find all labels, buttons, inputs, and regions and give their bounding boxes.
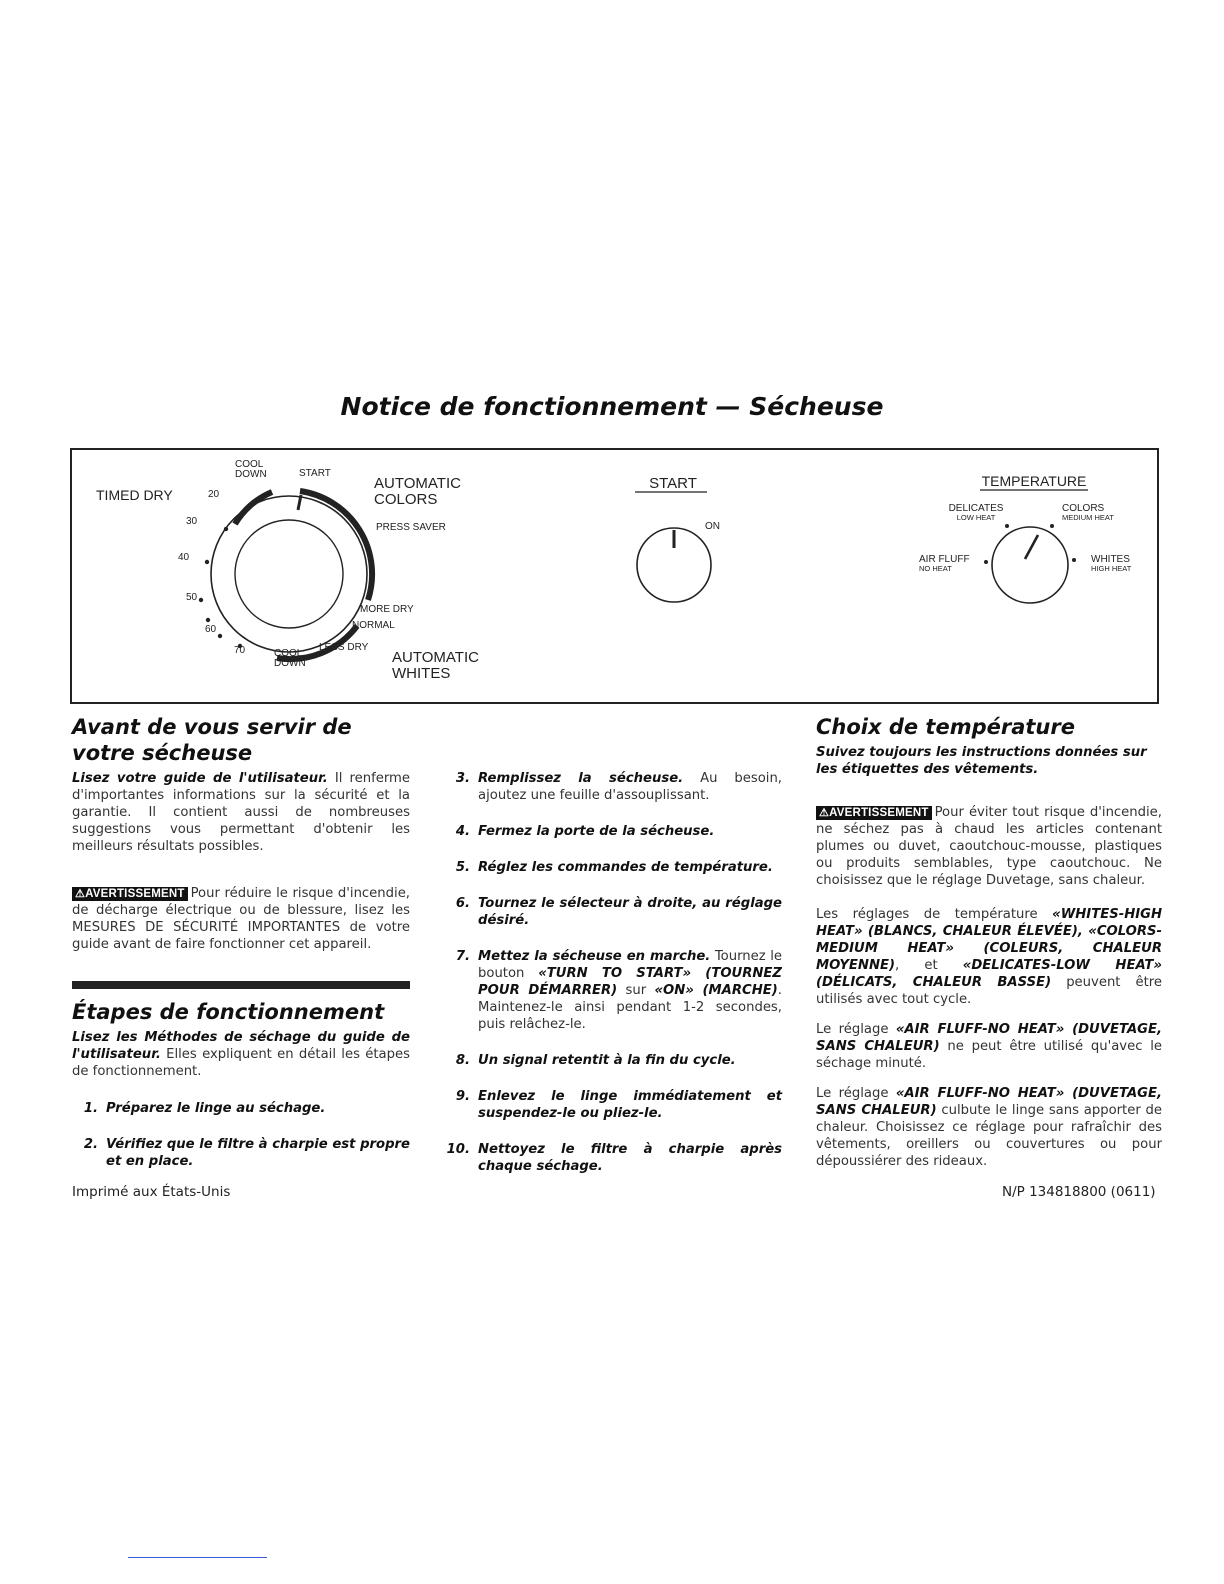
automatic-whites-line1: AUTOMATIC [392, 649, 479, 666]
step-text: Au besoin, ajoutez une feuille d'assouplissant. [478, 771, 782, 803]
step-text: Tournez le bouton [478, 949, 783, 981]
step-bold: Préparez le linge au séchage. [106, 1101, 326, 1116]
minute-60: 60 [205, 624, 217, 635]
whites-sub-label: HIGH HEAT [1091, 564, 1132, 573]
paragraph-air-fluff-use [816, 1085, 1162, 1170]
warning-badge-2 [816, 806, 932, 820]
heading-operating-steps: Étapes de fonctionnement [72, 1000, 385, 1024]
automatic-colors-line1: AUTOMATIC [374, 475, 461, 492]
step-text-2: sur [617, 983, 655, 998]
footer-part-number: N/P 134818800 (0611) [1002, 1184, 1156, 1200]
step-item [444, 1088, 782, 1122]
cool-down-top-line2: DOWN [235, 469, 267, 480]
text-run: Les réglages de température [816, 907, 1053, 922]
temperature-label: TEMPERATURE [981, 473, 1087, 489]
read-guide-bold: Lisez votre guide de l'utilisateur. [72, 771, 328, 786]
control-panel-illustration [72, 450, 1157, 702]
colors-sub-label: MEDIUM HEAT [1062, 513, 1114, 522]
heading-temperature-choice: Choix de température [816, 715, 1075, 739]
footer-printed-in: Imprimé aux États-Unis [72, 1184, 231, 1200]
step-item [72, 1100, 410, 1117]
cool-down-bottom-line1: COOL [274, 648, 303, 659]
step-number: 8. [455, 1053, 470, 1068]
paragraph-temperature-settings [816, 906, 1162, 1008]
start-knob [635, 475, 720, 602]
warning-triangle-icon: ⚠ [75, 888, 86, 900]
step-item [444, 770, 782, 804]
section-divider [72, 981, 410, 989]
drying-methods-bold: Lisez les Méthodes de séchage du guide de l'utilisateur. [72, 1030, 410, 1062]
heading-before-use: Avant de vous servir de votre sécheuse [72, 715, 352, 765]
air-fluff-label: AIR FLUFF [919, 554, 970, 565]
paragraph-drying-methods [72, 1029, 410, 1080]
normal-label: NORMAL [352, 620, 395, 631]
cycle-dial [96, 459, 479, 682]
step-number: 4. [455, 824, 470, 839]
start-knob-on-label: ON [705, 521, 720, 532]
step-bold: Mettez la sécheuse en marche. [478, 949, 711, 964]
warning-badge-1 [72, 887, 188, 901]
step-bold: Nettoyez le filtre à charpie après chaque séchage. [478, 1142, 782, 1174]
step-item [444, 895, 782, 929]
timed-dry-label: TIMED DRY [96, 487, 173, 503]
column-before-use [72, 714, 410, 1189]
bottom-decorative-line [128, 1557, 267, 1558]
step-bold: Remplissez la sécheuse. [478, 771, 684, 786]
step-item [72, 1136, 410, 1170]
warning-text-2: Pour éviter tout risque d'incendie, ne séchez pas à chaud les articles contenant plumes ou duvet, caoutchouc-mousse, plastiques ou produits semblables, type caoutchouc. Ne choisissez que le réglage Duvetage, sans chaleur. [816, 805, 1162, 888]
text-run-bold: «AIR FLUFF-NO HEAT» (DUVETAGE, SANS CHALEUR) [816, 1022, 1163, 1054]
step-bold: Réglez les commandes de température. [478, 860, 773, 875]
step-number: 3. [455, 771, 470, 786]
step-bold-2: «TURN TO START» (TOURNEZ POUR DÉMARRER) [478, 966, 782, 998]
step-bold: Tournez le sélecteur à droite, au réglage désiré. [478, 896, 782, 928]
more-dry-label: MORE DRY [360, 604, 414, 615]
step-number: 2. [83, 1137, 98, 1152]
step-item [444, 823, 782, 840]
column-temperature [816, 714, 1162, 1183]
automatic-whites-line2: WHITES [392, 665, 451, 682]
text-run: , et [895, 958, 963, 973]
automatic-colors-line2: COLORS [374, 491, 438, 508]
step-bold-3: «ON» (MARCHE) [654, 983, 778, 998]
text-run: Le réglage [816, 1086, 896, 1101]
steps-list-col2 [444, 770, 782, 1194]
paragraph-air-fluff-timed [816, 1021, 1162, 1072]
step-number: 6. [455, 896, 470, 911]
minute-40: 40 [178, 552, 190, 563]
paragraph-read-guide [72, 770, 410, 855]
step-bold: Fermez la porte de la sécheuse. [478, 824, 715, 839]
minute-20: 20 [208, 489, 220, 500]
minute-70: 70 [234, 645, 246, 656]
step-number: 10. [446, 1142, 470, 1157]
step-bold: Un signal retentit à la fin du cycle. [478, 1053, 736, 1068]
step-item [444, 948, 782, 1033]
warning-text-1: Pour réduire le risque d'incendie, de décharge électrique ou de blessure, lisez les MESURES DE SÉCURITÉ IMPORTANTES de votre guide avant de faire fonctionner cet appareil. [72, 886, 410, 952]
step-item [444, 1052, 782, 1069]
text-run: culbute le linge sans apporter de chaleur. Choisissez ce réglage pour rafraîchir des vêtements, oreillers ou couvertures ou pour dépoussiérer des rideaux. [816, 1103, 1162, 1169]
drying-methods-text: Elles expliquent en détail les étapes de fonctionnement. [72, 1047, 410, 1079]
page-title: Notice de fonctionnement — Sécheuse [340, 392, 884, 421]
step-bold: Vérifiez que le filtre à charpie est propre et en place. [106, 1137, 410, 1169]
step-text-3: . Maintenez-le ainsi pendant 1-2 secondes, puis relâchez-le. [478, 983, 782, 1032]
start-knob-label: START [649, 475, 697, 492]
air-fluff-sub-label: NO HEAT [919, 564, 952, 573]
control-panel-diagram [70, 448, 1159, 704]
warning-badge-label-2: AVERTISSEMENT [829, 807, 929, 819]
step-number: 1. [83, 1101, 98, 1116]
text-run-bold: «DELICATES-LOW HEAT» (DÉLICATS, CHALEUR BASSE) [816, 958, 1162, 990]
step-number: 7. [455, 949, 470, 964]
whites-label: WHITES [1091, 554, 1130, 565]
cool-down-top-line1: COOL [235, 459, 264, 470]
text-run: ne peut être utilisé qu'avec le séchage minuté. [816, 1039, 1162, 1071]
less-dry-label: LESS DRY [319, 642, 369, 653]
step-bold: Enlevez le linge immédiatement et suspendez-le ou pliez-le. [478, 1089, 782, 1121]
warning-triangle-icon: ⚠ [819, 807, 830, 819]
steps-list-col1 [72, 1100, 410, 1170]
step-number: 9. [455, 1089, 470, 1104]
press-saver-label: PRESS SAVER [376, 522, 446, 533]
minute-50: 50 [186, 592, 198, 603]
warning-paragraph-1 [72, 885, 410, 953]
text-run: Le réglage [816, 1022, 896, 1037]
delicates-label: DELICATES [948, 503, 1004, 514]
minute-30: 30 [186, 516, 198, 527]
read-guide-text: Il renferme d'importantes informations sur la sécurité et la garantie. Il contient aussi de nombreuses suggestions vous permettant d'obtenir les meilleurs résultats possibles. [72, 771, 410, 854]
step-item [444, 1141, 782, 1175]
cool-down-bottom-line2: DOWN [274, 658, 306, 669]
warning-paragraph-2 [816, 804, 1162, 889]
text-run: peuvent être utilisés avec tout cycle. [816, 975, 1162, 1007]
text-run-bold: «WHITES-HIGH HEAT» (BLANCS, CHALEUR ÉLEVÉE), «COLORS-MEDIUM HEAT» (COLEURS, CHALEUR MOYENNE) [816, 907, 1162, 973]
start-mark-label: START [299, 468, 331, 479]
text-run-bold: «AIR FLUFF-NO HEAT» (DUVETAGE, SANS CHALEUR) [816, 1086, 1163, 1118]
warning-badge-label-1: AVERTISSEMENT [85, 888, 185, 900]
step-item [444, 859, 782, 876]
temperature-subheading: Suivez toujours les instructions données sur les étiquettes des vêtements. [816, 745, 1147, 777]
step-number: 5. [455, 860, 470, 875]
delicates-sub-label: LOW HEAT [956, 513, 996, 522]
colors-label: COLORS [1062, 503, 1105, 514]
temperature-knob [919, 473, 1132, 603]
